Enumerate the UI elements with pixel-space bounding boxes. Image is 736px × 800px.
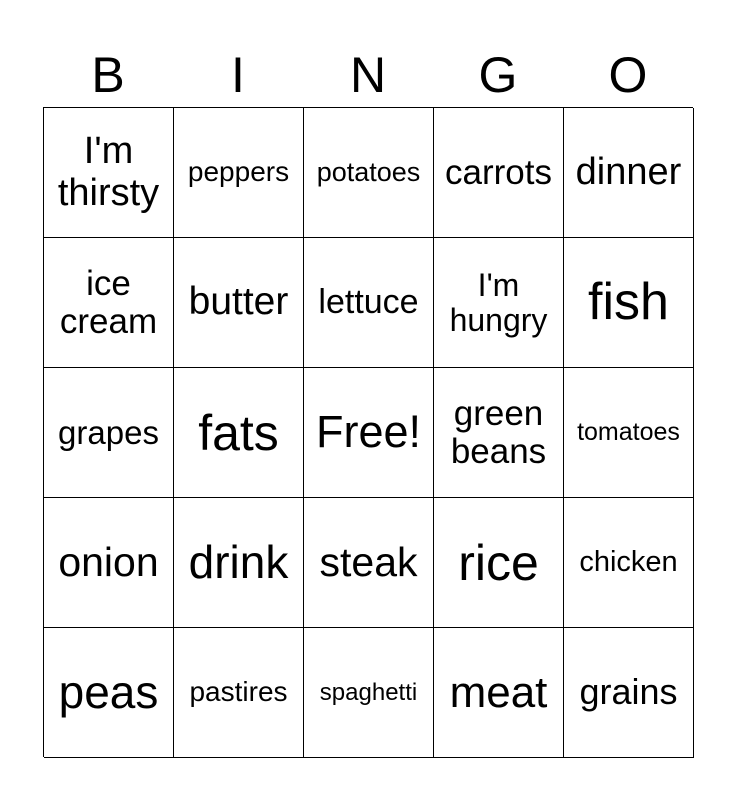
header-letter-b: B: [91, 47, 125, 103]
bingo-cell[interactable]: dinner: [564, 108, 694, 238]
header-letter-o: O: [608, 47, 648, 103]
bingo-cell[interactable]: grains: [564, 628, 694, 758]
bingo-cell[interactable]: I'm thirsty: [44, 108, 174, 238]
bingo-card-grid: [43, 107, 693, 757]
bingo-cell[interactable]: Free!: [304, 368, 434, 498]
bingo-cell[interactable]: drink: [174, 498, 304, 628]
bingo-cell[interactable]: rice: [434, 498, 564, 628]
header-letter-i: I: [231, 47, 245, 103]
bingo-cell[interactable]: onion: [44, 498, 174, 628]
bingo-cell[interactable]: I'm hungry: [434, 238, 564, 368]
bingo-cell[interactable]: chicken: [564, 498, 694, 628]
bingo-cell[interactable]: fish: [564, 238, 694, 368]
bingo-cell[interactable]: tomatoes: [564, 368, 694, 498]
bingo-cell[interactable]: carrots: [434, 108, 564, 238]
bingo-cell[interactable]: butter: [174, 238, 304, 368]
bingo-cell[interactable]: spaghetti: [304, 628, 434, 758]
bingo-cell[interactable]: peppers: [174, 108, 304, 238]
bingo-cell[interactable]: steak: [304, 498, 434, 628]
bingo-cell[interactable]: fats: [174, 368, 304, 498]
bingo-cell[interactable]: pastires: [174, 628, 304, 758]
bingo-cell[interactable]: ice cream: [44, 238, 174, 368]
bingo-cell[interactable]: potatoes: [304, 108, 434, 238]
bingo-cell[interactable]: meat: [434, 628, 564, 758]
header-letter-n: N: [349, 47, 387, 103]
header-letter-g: G: [478, 47, 518, 103]
bingo-cell[interactable]: green beans: [434, 368, 564, 498]
bingo-header: [43, 44, 693, 106]
bingo-cell[interactable]: peas: [44, 628, 174, 758]
bingo-cell[interactable]: lettuce: [304, 238, 434, 368]
bingo-cell[interactable]: grapes: [44, 368, 174, 498]
